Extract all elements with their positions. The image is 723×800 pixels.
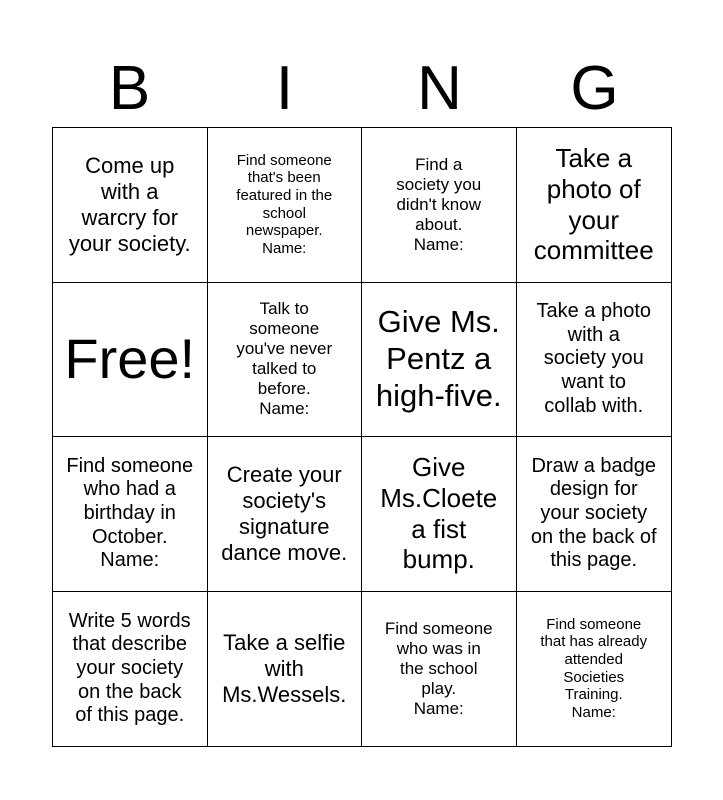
- bingo-cell-text: Draw a badge design for your society on the back of this page.: [530, 454, 657, 572]
- bingo-cell-4[interactable]: [517, 128, 672, 283]
- bingo-cell-text: Write 5 words that describe your society on the back of this page.: [68, 609, 191, 727]
- bingo-cell-text: Find someone who had a birthday in October. Name:: [66, 454, 194, 572]
- bingo-cell-text: Find someone who was in the school play. Name:: [384, 618, 493, 718]
- bingo-cell-3[interactable]: [362, 128, 517, 283]
- header-letter-n: N: [417, 54, 462, 123]
- bingo-cell-16[interactable]: [517, 592, 672, 747]
- bingo-cell-10[interactable]: [208, 437, 363, 592]
- bingo-cell-15[interactable]: [362, 592, 517, 747]
- bingo-cell-text: Give Ms.Cloete a fist bump.: [380, 452, 498, 575]
- bingo-cell-text: Talk to someone you've never talked to before. Name:: [236, 299, 333, 419]
- bingo-grid: [52, 127, 672, 747]
- bingo-cell-9[interactable]: [53, 437, 208, 592]
- bingo-cell-text: Free!: [64, 327, 196, 391]
- header-letter-i: I: [275, 54, 294, 123]
- bingo-cell-text: Take a photo of your committee: [533, 143, 654, 266]
- bingo-cell-11[interactable]: [362, 437, 517, 592]
- bingo-cell-2[interactable]: [208, 128, 363, 283]
- bingo-cell-text: Give Ms. Pentz a high-five.: [375, 304, 502, 413]
- bingo-cell-1[interactable]: [53, 128, 208, 283]
- bingo-cell-text: Find someone that has already attended Societies Training. Name:: [540, 615, 648, 722]
- bingo-cell-12[interactable]: [517, 437, 672, 592]
- bingo-cell-text: Take a photo with a society you want to collab with.: [536, 300, 652, 417]
- bingo-cell-text: Come up with a warcry for your society.: [68, 152, 191, 256]
- bingo-cell-6[interactable]: [208, 283, 363, 438]
- bingo-cell-7[interactable]: [362, 283, 517, 438]
- bingo-cell-13[interactable]: [53, 592, 208, 747]
- bingo-cell-text: Find a society you didn't know about. Name:: [396, 154, 482, 254]
- header-letter-b: B: [108, 54, 151, 123]
- bingo-cell-text: Take a selfie with Ms.Wessels.: [222, 629, 347, 707]
- bingo-cell-14[interactable]: [208, 592, 363, 747]
- bingo-cell-text: Create your society's signature dance move.: [221, 461, 348, 565]
- bingo-cell-8[interactable]: [517, 283, 672, 438]
- bingo-cell-text: Find someone that's been featured in the school newspaper. Name:: [236, 151, 333, 258]
- header-letter-g: G: [570, 54, 619, 123]
- bingo-header: [52, 50, 672, 128]
- bingo-cell-free[interactable]: [53, 283, 208, 438]
